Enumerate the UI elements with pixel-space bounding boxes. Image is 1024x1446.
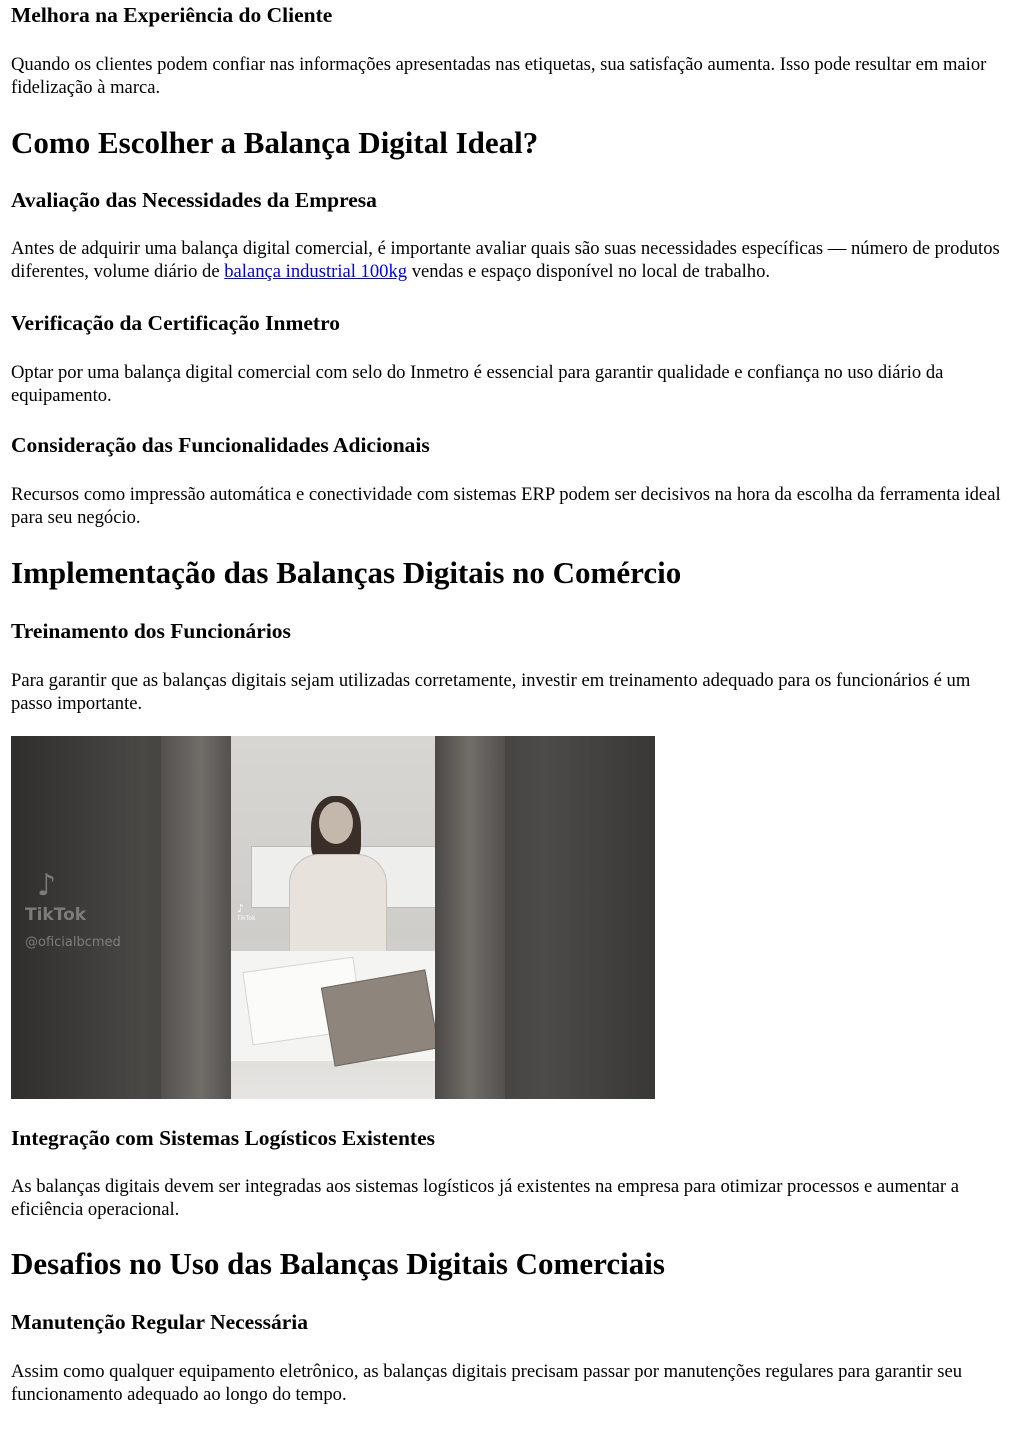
section-heading-inmetro: Verificação da Certificação Inmetro [11, 311, 340, 335]
heading-challenges: Desafios no Uso das Balanças Digitais Comerciais [11, 1246, 665, 1281]
section-heading-features: Consideração das Funcionalidades Adicionais [11, 433, 430, 457]
paragraph-maintenance: Assim como qualquer equipamento eletrônico, as balanças digitais precisam passar por manutenções regulares para garantir seu funcionamento adequado ao longo do tempo. [11, 1361, 963, 1405]
music-note-icon: ♪ [237, 902, 245, 915]
embedded-video[interactable] [11, 736, 655, 1099]
section-heading-maintenance: Manutenção Regular Necessária [11, 1310, 308, 1334]
video-person-head [319, 802, 353, 844]
video-frame [231, 736, 435, 1099]
tiktok-watermark-small [237, 902, 255, 922]
heading-implementation: Implementação das Balanças Digitais no Comércio [11, 555, 682, 590]
section-heading-customer-experience: Melhora na Experiência do Cliente [11, 3, 333, 27]
paragraph-text-before-link: Antes de adquirir uma balança digital comercial, é importante avaliar quais são suas necessidades específicas — número de produtos diferentes, volume diário de [11, 238, 1000, 282]
paragraph-integration: As balanças digitais devem ser integradas aos sistemas logísticos já existentes na empresa para otimizar processos e aumentar a eficiência operacional. [11, 1176, 959, 1220]
section-heading-needs-assessment: Avaliação das Necessidades da Empresa [11, 188, 377, 212]
video-blur-left [11, 736, 231, 1099]
heading-choose-scale: Como Escolher a Balança Digital Ideal? [11, 125, 539, 160]
paragraph-inmetro: Optar por uma balança digital comercial com selo do Inmetro é essencial para garantir qualidade e confiança no uso diário da equipamento. [11, 362, 944, 406]
section-heading-training: Treinamento dos Funcionários [11, 619, 291, 643]
link-balanca-industrial[interactable]: balança industrial 100kg [224, 261, 408, 282]
video-blur-figure [161, 736, 241, 1099]
section-heading-integration: Integração com Sistemas Logísticos Existentes [11, 1126, 435, 1150]
paragraph-training: Para garantir que as balanças digitais sejam utilizadas corretamente, investir em treinamento adequado para os funcionários é um passo importante. [11, 670, 971, 714]
tiktok-watermark-brand: TikTok [25, 905, 87, 925]
paragraph-needs-assessment [11, 237, 1013, 283]
tiktok-watermark-brand-small: TikTok [237, 915, 256, 922]
paragraph-text-after-link: vendas e espaço disponível no local de trabalho. [407, 261, 771, 282]
music-note-icon: ♪ [37, 868, 57, 903]
tiktok-watermark-handle: @oficialbcmed [25, 935, 121, 950]
video-blur-right [435, 736, 655, 1099]
paragraph-features: Recursos como impressão automática e conectividade com sistemas ERP podem ser decisivos na hora da escolha da ferramenta ideal para seu negócio. [11, 484, 1001, 528]
video-blur-figure [435, 736, 505, 1099]
paragraph-customer-experience: Quando os clientes podem confiar nas informações apresentadas nas etiquetas, sua satisfação aumenta. Isso pode resultar em maior fidelização à marca. [11, 54, 987, 98]
tiktok-watermark-large [25, 868, 121, 950]
